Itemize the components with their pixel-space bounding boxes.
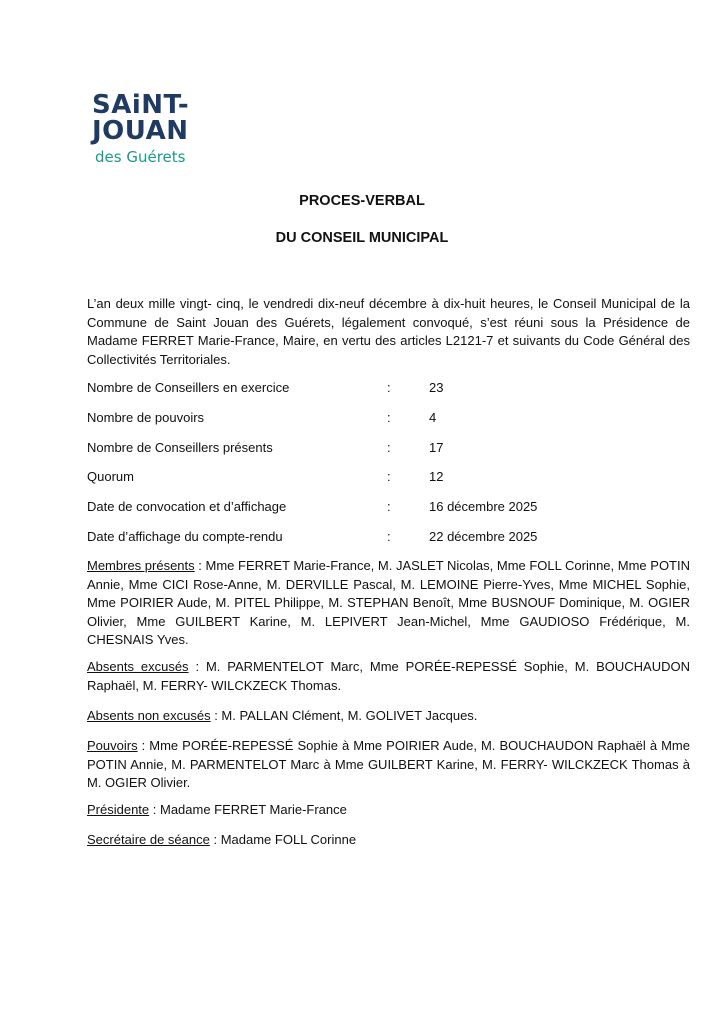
- stat-label: Nombre de Conseillers en exercice: [87, 380, 290, 395]
- session-secretary-heading: Secrétaire de séance: [87, 832, 210, 847]
- stat-row: [87, 379, 690, 397]
- absents-excused-heading: Absents excusés: [87, 659, 189, 674]
- stat-separator: :: [387, 380, 391, 395]
- stat-label: Date de convocation et d’affichage: [87, 499, 287, 514]
- stat-value: 17: [429, 440, 444, 455]
- stat-value: 22 décembre 2025: [429, 529, 538, 544]
- stat-row: [87, 528, 690, 546]
- stat-separator: :: [387, 410, 391, 425]
- stat-label: Nombre de Conseillers présents: [87, 440, 273, 455]
- stat-value: 16 décembre 2025: [429, 499, 538, 514]
- absents-excused: [87, 658, 690, 695]
- logo-line-1: SAiNT-: [92, 90, 190, 120]
- stat-label: Date d’affichage du compte-rendu: [87, 529, 283, 544]
- stat-separator: :: [387, 499, 391, 514]
- members-present-list: : Mme FERRET Marie-France, M. JASLET Nicolas, Mme FOLL Corinne, Mme POTIN Annie, Mme CICI Rose-Anne, M. DERVILLE Pascal, M. LEMOINE Pierre-Yves, Mme MICHEL Sophie, Mme POIRIER Aude, M. PITEL Philippe, M. STEPHAN Benoît, Mme BUSNOUF Dominique, M. OGIER Olivier, Mme GUILBERT Karine, M. LEPIVERT Jean-Michel, Mme GAUDIOSO Frédérique, M. CHESNAIS Yves.: [87, 558, 690, 647]
- stat-row: [87, 498, 690, 516]
- absents-unexcused-heading: Absents non excusés: [87, 708, 211, 723]
- absents-unexcused: [87, 707, 690, 726]
- members-present-heading: Membres présents: [87, 558, 195, 573]
- stat-value: 12: [429, 469, 444, 484]
- stat-value: 23: [429, 380, 444, 395]
- stat-value: 4: [429, 410, 437, 425]
- proxies: [87, 737, 690, 793]
- document-subtitle: DU CONSEIL MUNICIPAL: [275, 230, 449, 246]
- municipality-logo: [92, 92, 212, 170]
- session-secretary-name: : Madame FOLL Corinne: [209, 832, 357, 847]
- stat-row: [87, 468, 690, 486]
- stat-separator: :: [387, 469, 391, 484]
- president: [87, 801, 690, 820]
- stat-row: [87, 409, 690, 427]
- intro-paragraph: L’an deux mille vingt- cinq, le vendredi dix-neuf décembre à dix-huit heures, le Conseil Municipal de la Commune de Saint Jouan des Guérets, légalement convoqué, s’est réuni sous la Présidence de Madame FERRET Marie-France, Maire, en vertu des articles L2121-7 et suivants du Code Général des Collectivités Territoriales.: [87, 296, 690, 367]
- stat-row: [87, 439, 690, 457]
- president-name: : Madame FERRET Marie-France: [149, 802, 347, 817]
- document-title: PROCES-VERBAL: [299, 193, 425, 209]
- absents-excused-list: : M. PARMENTELOT Marc, Mme PORÉE-REPESSÉ Sophie, M. BOUCHAUDON Raphaël, M. FERRY- WILCKZECK Thomas.: [87, 659, 690, 693]
- proxies-heading: Pouvoirs: [87, 738, 138, 753]
- stat-separator: :: [387, 440, 391, 455]
- logo-line-2: JOUAN: [92, 116, 189, 146]
- members-present: [87, 557, 690, 650]
- absents-unexcused-list: : M. PALLAN Clément, M. GOLIVET Jacques.: [210, 708, 478, 723]
- stat-label: Nombre de pouvoirs: [87, 410, 205, 425]
- logo-line-3: des Guérets: [95, 148, 186, 166]
- president-heading: Présidente: [87, 802, 150, 817]
- session-secretary: [87, 831, 690, 850]
- stat-label: Quorum: [87, 469, 134, 484]
- stat-separator: :: [387, 529, 391, 544]
- proxies-list: : Mme PORÉE-REPESSÉ Sophie à Mme POIRIER Aude, M. BOUCHAUDON Raphaël à Mme POTIN Annie, M. PARMENTELOT Marc à Mme GUILBERT Karine, M. FERRY- WILCKZECK Thomas à M. OGIER Olivier.: [87, 738, 690, 790]
